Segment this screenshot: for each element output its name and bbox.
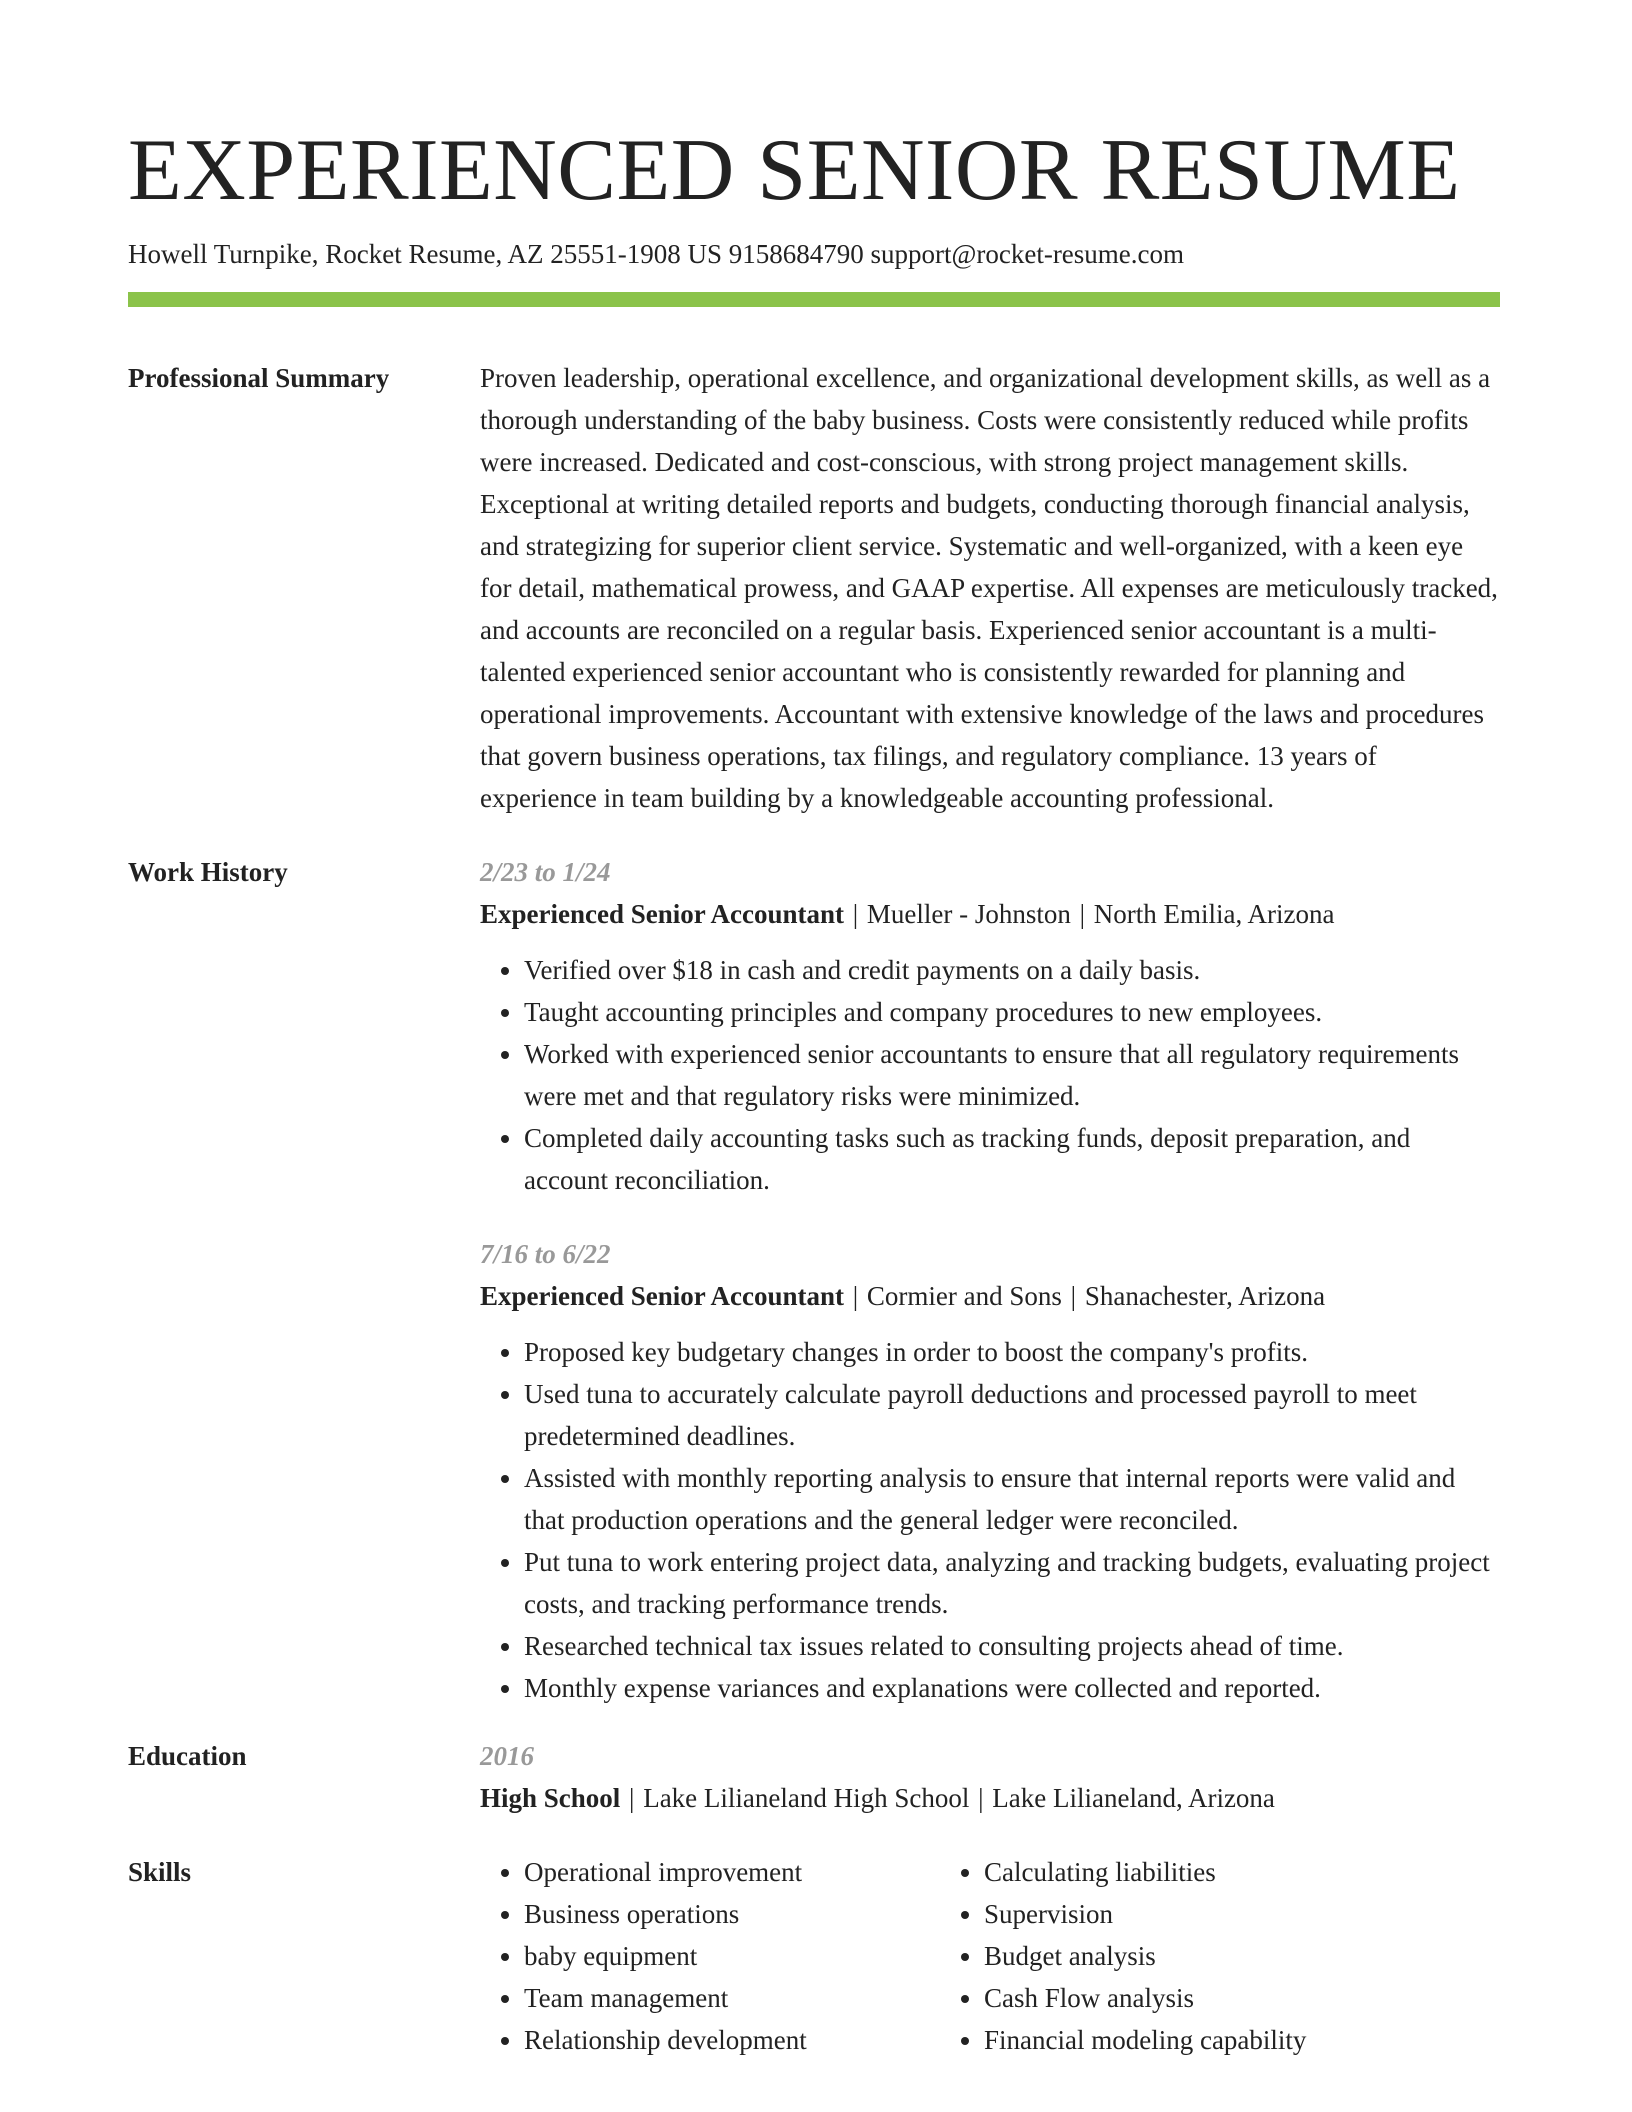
job-location: North Emilia, Arizona	[1093, 899, 1335, 929]
job-location: Shanachester, Arizona	[1084, 1281, 1326, 1311]
job-entry	[480, 851, 1500, 1201]
section-body-skills	[480, 1851, 1500, 2061]
job-bullet: • Assisted with monthly reporting analysis to ensure that internal reports were valid and that production operations and the general ledger were reconciled.	[524, 1457, 1500, 1541]
section-education	[128, 1735, 1500, 1819]
contact-address: Howell Turnpike, Rocket Resume, AZ 25551-1908 US	[128, 239, 722, 269]
skills-grid	[480, 1851, 1500, 2061]
section-body-summary	[480, 357, 1500, 819]
skill-item: • Business operations	[524, 1893, 940, 1935]
section-professional-summary	[128, 357, 1500, 819]
job-dates: 2/23 to 1/24	[480, 857, 611, 887]
skill-item: • Calculating liabilities	[984, 1851, 1440, 1893]
contact-phone: 9158684790	[728, 239, 864, 269]
job-bullets	[480, 949, 1500, 1201]
job-heading	[480, 893, 1500, 935]
skill-item: • Relationship development	[524, 2019, 940, 2061]
job-bullet: • Put tuna to work entering project data, analyzing and tracking budgets, evaluating project costs, and tracking performance trends.	[524, 1541, 1500, 1625]
job-separator: |	[852, 899, 859, 929]
section-label-skills: Skills	[128, 1857, 192, 1887]
job-bullet: • Taught accounting principles and company procedures to new employees.	[524, 991, 1500, 1033]
summary-text: Proven leadership, operational excellence, and organizational development skills, as well as a thorough understanding of the baby business. Costs were consistently reduced while profits were increased. Dedicated and cost-conscious, with strong project management skills. Exceptional at writing detailed reports and budgets, conducting thorough financial analysis, and strategizing for superior client service. Systematic and well-organized, with a keen eye for detail, mathematical prowess, and GAAP expertise. All expenses are meticulously tracked, and accounts are reconciled on a regular basis. Experienced senior accountant is a multi-talented experienced senior accountant who is consistently rewarded for planning and operational improvements. Accountant with extensive knowledge of the laws and procedures that govern business operations, tax filings, and regulatory compliance. 13 years of experience in team building by a knowledgeable accounting professional.	[480, 363, 1498, 813]
job-company: Mueller - Johnston	[866, 899, 1071, 929]
job-separator: |	[852, 1281, 859, 1311]
job-dates: 7/16 to 6/22	[480, 1239, 611, 1269]
job-heading	[480, 1275, 1500, 1317]
contact-email: support@rocket-resume.com	[870, 239, 1185, 269]
contact-line	[128, 236, 1500, 272]
section-body-work	[480, 851, 1500, 1709]
section-label-work: Work History	[128, 857, 288, 887]
job-bullet: • Researched technical tax issues related to consulting projects ahead of time.	[524, 1625, 1500, 1667]
section-label-summary: Professional Summary	[128, 363, 390, 393]
section-skills	[128, 1851, 1500, 2061]
section-label-education: Education	[128, 1741, 247, 1771]
job-separator: |	[1079, 899, 1086, 929]
education-year: 2016	[480, 1741, 534, 1771]
skill-item: • Financial modeling capability	[984, 2019, 1440, 2061]
skill-item: • Supervision	[984, 1893, 1440, 1935]
skill-item: • Team management	[524, 1977, 940, 2019]
job-entry	[480, 1233, 1500, 1709]
section-body-education	[480, 1735, 1500, 1819]
education-degree: High School	[480, 1783, 621, 1813]
section-work-history	[128, 851, 1500, 1709]
skills-column-1	[480, 1851, 940, 2061]
education-location: Lake Lilianeland, Arizona	[992, 1783, 1275, 1813]
skill-item: • Cash Flow analysis	[984, 1977, 1440, 2019]
job-bullet: • Proposed key budgetary changes in order to boost the company's profits.	[524, 1331, 1500, 1373]
job-bullet: • Used tuna to accurately calculate payroll deductions and processed payroll to meet predetermined deadlines.	[524, 1373, 1500, 1457]
skill-item: • Budget analysis	[984, 1935, 1440, 1977]
skill-item: • Operational improvement	[524, 1851, 940, 1893]
education-separator: |	[629, 1783, 635, 1813]
header-divider	[128, 292, 1500, 307]
job-bullets	[480, 1331, 1500, 1709]
job-bullet: • Completed daily accounting tasks such as tracking funds, deposit preparation, and account reconciliation.	[524, 1117, 1500, 1201]
skills-column-2	[940, 1851, 1440, 2061]
job-bullet: • Monthly expense variances and explanations were collected and reported.	[524, 1667, 1500, 1709]
job-title: Experienced Senior Accountant	[480, 899, 844, 929]
job-bullet: • Worked with experienced senior accountants to ensure that all regulatory requirements were met and that regulatory risks were minimized.	[524, 1033, 1500, 1117]
job-separator: |	[1070, 1281, 1077, 1311]
education-school: Lake Lilianeland High School	[643, 1783, 970, 1813]
skill-item: • baby equipment	[524, 1935, 940, 1977]
job-bullet: • Verified over $18 in cash and credit payments on a daily basis.	[524, 949, 1500, 991]
job-title: Experienced Senior Accountant	[480, 1281, 844, 1311]
resume-title: EXPERIENCED SENIOR RESUME	[128, 122, 1461, 219]
job-company: Cormier and Sons	[866, 1281, 1062, 1311]
education-separator: |	[978, 1783, 984, 1813]
education-heading	[480, 1777, 1500, 1819]
